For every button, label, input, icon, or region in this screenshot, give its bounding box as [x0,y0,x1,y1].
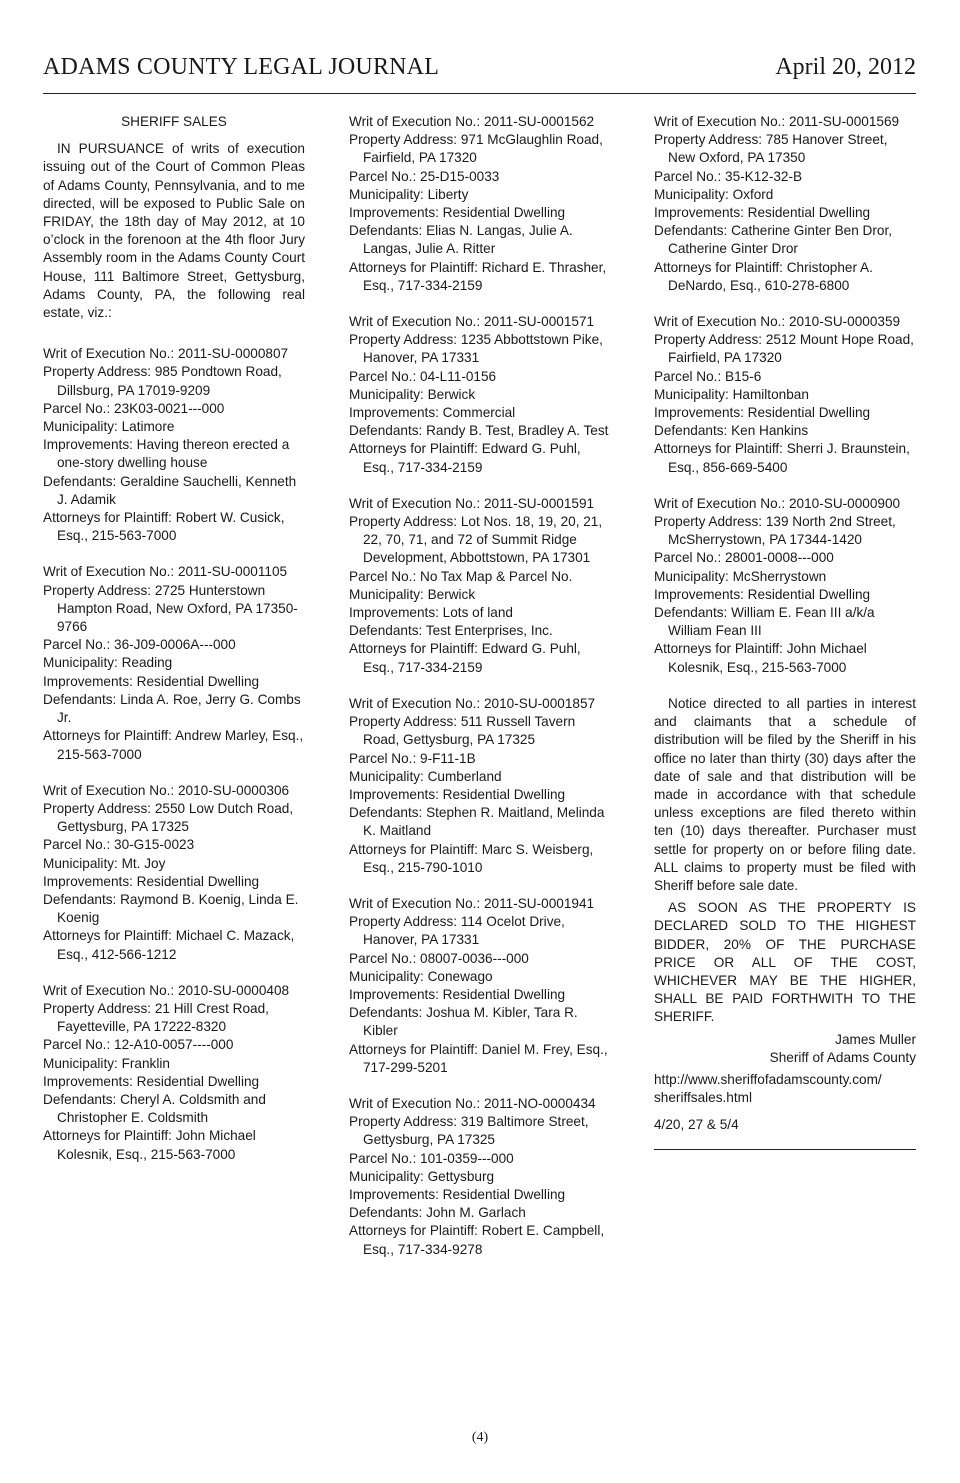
sale-entry [349,495,611,677]
entry-municipality: Municipality: Latimore [43,419,175,435]
entry-writ: Writ of Execution No.: 2010-SU-0000900 [654,495,901,511]
entry-address: Property Address: 1235 Abbottstown Pike, Hanover, PA 17331 [349,332,603,366]
entry-municipality: Municipality: Reading [43,655,173,671]
entry-improvements: Improvements: Residential Dwelling [43,1073,260,1089]
entry-municipality: Municipality: Oxford [654,186,774,202]
entry-parcel: Parcel No.: 35-K12-32-B [654,168,803,184]
sheriff-sales-link[interactable]: http://www.sheriffofadamscounty.com/ sheriffsales.html [654,1071,882,1106]
entry-attorneys: Attorneys for Plaintiff: Daniel M. Frey, Esq., 717-299-5201 [349,1041,608,1075]
entry-address: Property Address: 985 Pondtown Road, Dillsburg, PA 17019-9209 [43,364,282,398]
notice-intro: IN PURSUANCE of writs of execution issuing out of the Court of Common Pleas of Adams County, Pennsylvania, and to me directed, will be exposed to Public Sale on FRIDAY, the 18th day of May 2012, at 10 o’clock in the forenoon at the 4th floor Jury Assembly room in the Adams County Court House, 111 Baltimore Street, Gettysburg, Adams County, PA, the following real estate, viz.: [43,141,305,321]
entry-parcel: Parcel No.: 36-J09-0006A---000 [43,637,236,653]
entry-municipality: Municipality: Franklin [43,1055,170,1071]
entry-address: Property Address: Lot Nos. 18, 19, 20, 21, 22, 70, 71, and 72 of Summit Ridge Development, Abbottstown, PA 17301 [349,514,603,566]
issue-date: April 20, 2012 [775,54,916,80]
entry-address: Property Address: 114 Ocelot Drive, Hanover, PA 17331 [349,914,565,948]
end-rule [654,1149,916,1150]
entry-address: Property Address: 2725 Hunterstown Hampton Road, New Oxford, PA 17350-9766 [43,582,298,635]
entry-municipality: Municipality: Gettysburg [349,1168,495,1184]
sale-entry [654,495,916,677]
entry-address: Property Address: 971 McGlaughlin Road, Fairfield, PA 17320 [349,132,603,166]
page-header [43,54,916,90]
page-number: (4) [471,1430,489,1445]
entry-defendants: Defendants: Linda A. Roe, Jerry G. Combs Jr. [43,691,301,726]
entry-parcel: Parcel No.: 28001-0008---000 [654,550,834,566]
entry-writ: Writ of Execution No.: 2010-SU-0000359 [654,314,901,330]
entry-list [349,113,611,1259]
entry-improvements: Improvements: Residential Dwelling [43,873,260,889]
notice-title: SHERIFF SALES [121,114,227,129]
entry-attorneys: Attorneys for Plaintiff: Robert W. Cusick, Esq., 215-563-7000 [43,510,285,544]
entry-writ: Writ of Execution No.: 2011-SU-0001105 [43,564,288,580]
entry-defendants: Defendants: Joshua M. Kibler, Tara R. Kibler [349,1005,578,1039]
sale-entry [349,695,611,877]
entry-parcel: Parcel No.: 101-0359---000 [349,1150,514,1166]
entry-defendants: Defendants: Catherine Ginter Ben Dror, Catherine Ginter Dror [654,223,893,257]
entry-writ: Writ of Execution No.: 2010-SU-0000408 [43,982,290,998]
entry-address: Property Address: 21 Hill Crest Road, Fayetteville, PA 17222-8320 [43,1000,269,1035]
distribution-notice: Notice directed to all parties in interest and claimants that a schedule of distribution will be filed by the Sheriff in his office no later than thirty (30) days after the date of sale and that distribution will be made in accordance with that schedule unless exceptions are filed thereto within ten (10) days thereafter. Purchaser must settle for property on or before filing date. ALL claims to property must be filed with Sheriff before sale date. [654,695,916,893]
entry-attorneys: Attorneys for Plaintiff: Marc S. Weisberg, Esq., 215-790-1010 [349,841,594,875]
entry-parcel: Parcel No.: B15-6 [654,368,762,384]
entry-parcel: Parcel No.: 08007-0036---000 [349,950,529,966]
entry-improvements: Improvements: Residential Dwelling [349,786,566,802]
entry-attorneys: Attorneys for Plaintiff: Edward G. Puhl, Esq., 717-334-2159 [349,641,581,675]
sheriff-name: James Muller [835,1031,916,1047]
entry-defendants: Defendants: Cheryl A. Coldsmith and Christopher E. Coldsmith [43,1091,266,1126]
entry-attorneys: Attorneys for Plaintiff: Richard E. Thrasher, Esq., 717-334-2159 [349,259,607,293]
entry-parcel: Parcel No.: 23K03-0021---000 [43,400,225,416]
sale-entry [43,782,305,964]
entry-attorneys: Attorneys for Plaintiff: Sherri J. Braunstein, Esq., 856-669-5400 [654,441,910,475]
entry-improvements: Improvements: Having thereon erected a one-story dwelling house [43,437,290,471]
header-rule [43,93,916,94]
entry-improvements: Improvements: Residential Dwelling [349,1186,566,1202]
entry-parcel: Parcel No.: 30-G15-0023 [43,837,195,853]
entry-address: Property Address: 319 Baltimore Street, Gettysburg, PA 17325 [349,1114,589,1148]
entry-writ: Writ of Execution No.: 2011-SU-0000807 [43,346,289,362]
entry-defendants: Defendants: Geraldine Sauchelli, Kenneth J. Adamik [43,473,297,507]
sale-entry [349,313,611,477]
sheriff-title: Sheriff of Adams County [769,1049,916,1065]
sale-entry [43,345,305,545]
entry-writ: Writ of Execution No.: 2011-SU-0001571 [349,314,595,330]
entry-attorneys: Attorneys for Plaintiff: John Michael Kolesnik, Esq., 215-563-7000 [654,641,867,675]
entry-list [654,113,916,677]
column-3 [654,113,916,1150]
entry-parcel: Parcel No.: 9-F11-1B [349,750,476,766]
sale-entry [349,1095,611,1259]
entry-improvements: Improvements: Lots of land [349,605,513,621]
entry-municipality: Municipality: Berwick [349,586,476,602]
entry-defendants: Defendants: John M. Garlach [349,1205,526,1221]
sale-entry [43,563,305,763]
entry-defendants: Defendants: Test Enterprises, Inc. [349,623,553,639]
entry-defendants: Defendants: Stephen R. Maitland, Melinda K. Maitland [349,805,605,839]
entry-municipality: Municipality: Hamiltonban [654,386,809,402]
entry-writ: Writ of Execution No.: 2011-SU-0001562 [349,114,595,129]
entry-municipality: Municipality: Conewago [349,968,493,984]
entry-parcel: Parcel No.: 04-L11-0156 [349,368,497,384]
sale-entry [654,113,916,295]
entry-municipality: Municipality: McSherrystown [654,568,827,584]
entry-attorneys: Attorneys for Plaintiff: Robert E. Campbell, Esq., 717-334-9278 [349,1223,605,1257]
payment-warning: AS SOON AS THE PROPERTY IS DECLARED SOLD TO THE HIGHEST BIDDER, 20% OF THE PURCHASE PRICE OR ALL OF THE COST, WHICHEVER MAY BE THE HIGHER, SHALL BE PAID FORTHWITH TO THE SHERIFF. [654,900,916,1025]
entry-writ: Writ of Execution No.: 2011-SU-0001591 [349,495,595,511]
sale-entry [43,982,305,1164]
entry-writ: Writ of Execution No.: 2011-SU-0001941 [349,895,595,911]
entry-improvements: Improvements: Residential Dwelling [43,673,260,689]
entry-writ: Writ of Execution No.: 2010-SU-0001857 [349,695,596,711]
entry-defendants: Defendants: Ken Hankins [654,423,809,439]
entry-writ: Writ of Execution No.: 2010-SU-0000306 [43,782,290,798]
entry-improvements: Improvements: Residential Dwelling [349,205,566,221]
publication-dates: 4/20, 27 & 5/4 [654,1117,739,1133]
entry-parcel: Parcel No.: No Tax Map & Parcel No. [349,568,573,584]
sale-entry [654,313,916,477]
entry-defendants: Defendants: Randy B. Test, Bradley A. Test [349,423,609,439]
entry-parcel: Parcel No.: 12-A10-0057----000 [43,1037,234,1053]
entry-address: Property Address: 511 Russell Tavern Road, Gettysburg, PA 17325 [349,714,576,748]
entry-attorneys: Attorneys for Plaintiff: Michael C. Mazack, Esq., 412-566-1212 [43,928,295,962]
sale-entry [349,895,611,1077]
entry-attorneys: Attorneys for Plaintiff: Andrew Marley, Esq., 215-563-7000 [43,728,304,762]
column-1 [43,113,305,1182]
entry-improvements: Improvements: Residential Dwelling [349,986,566,1002]
entry-address: Property Address: 785 Hanover Street, New Oxford, PA 17350 [654,132,888,166]
entry-attorneys: Attorneys for Plaintiff: John Michael Kolesnik, Esq., 215-563-7000 [43,1128,256,1162]
entry-address: Property Address: 2512 Mount Hope Road, Fairfield, PA 17320 [654,332,914,366]
entry-defendants: Defendants: William E. Fean III a/k/a William Fean III [654,605,875,639]
entry-address: Property Address: 139 North 2nd Street, McSherrystown, PA 17344-1420 [654,514,896,548]
entry-defendants: Defendants: Raymond B. Koenig, Linda E. Koenig [43,891,299,926]
sale-entry [349,113,611,295]
entry-address: Property Address: 2550 Low Dutch Road, Gettysburg, PA 17325 [43,800,294,835]
entry-improvements: Improvements: Residential Dwelling [654,205,871,221]
entry-writ: Writ of Execution No.: 2011-NO-0000434 [349,1095,596,1111]
entry-municipality: Municipality: Berwick [349,386,476,402]
entry-list [43,345,305,1164]
entry-municipality: Municipality: Mt. Joy [43,855,166,871]
entry-improvements: Improvements: Residential Dwelling [654,586,871,602]
entry-defendants: Defendants: Elias N. Langas, Julie A. Langas, Julie A. Ritter [349,223,573,257]
entry-improvements: Improvements: Residential Dwelling [654,405,871,421]
entry-municipality: Municipality: Cumberland [349,768,502,784]
entry-improvements: Improvements: Commercial [349,405,516,421]
entry-writ: Writ of Execution No.: 2011-SU-0001569 [654,114,900,129]
column-2 [349,113,611,1277]
entry-attorneys: Attorneys for Plaintiff: Christopher A. DeNardo, Esq., 610-278-6800 [654,259,873,293]
entry-municipality: Municipality: Liberty [349,186,469,202]
journal-title: ADAMS COUNTY LEGAL JOURNAL [43,54,440,80]
entry-attorneys: Attorneys for Plaintiff: Edward G. Puhl, Esq., 717-334-2159 [349,441,581,475]
entry-parcel: Parcel No.: 25-D15-0033 [349,168,500,184]
